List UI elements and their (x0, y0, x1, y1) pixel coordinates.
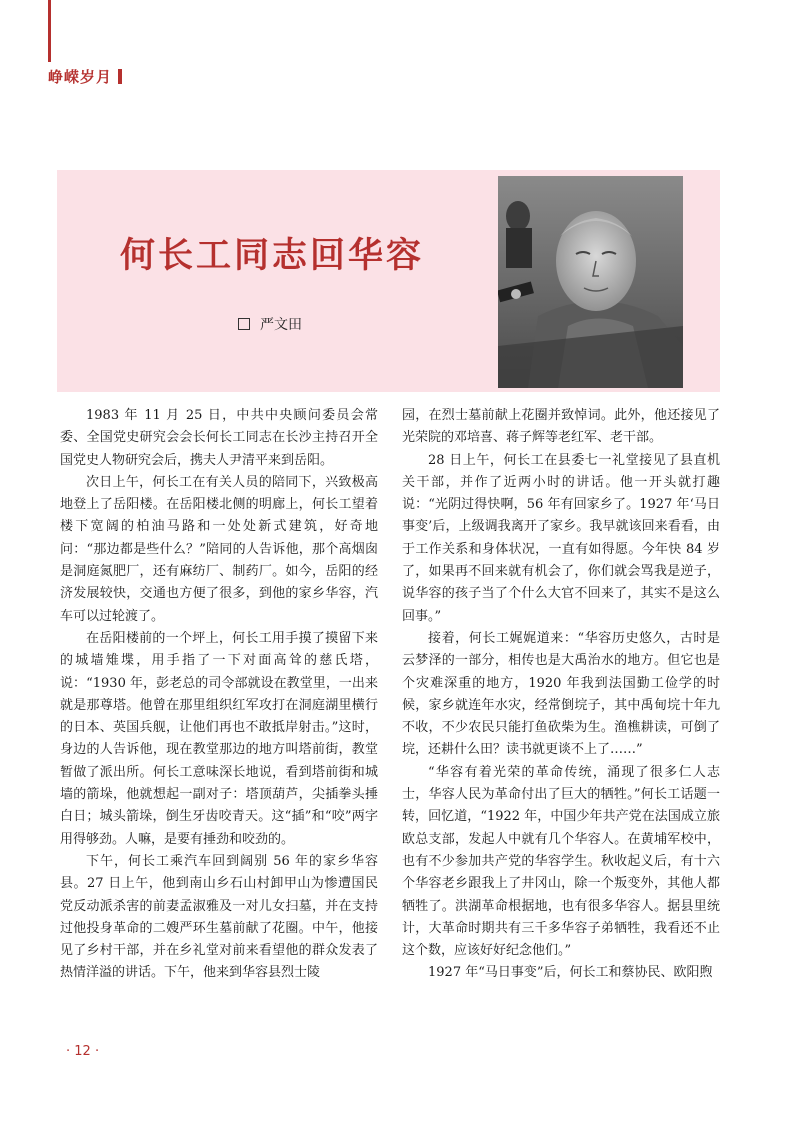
section-rule (48, 0, 51, 62)
paragraph-continuation: 园，在烈士墓前献上花圈并致悼词。此外，他还接见了光荣院的邓培喜、蒋子辉等老红军、老干部。 (402, 408, 720, 446)
byline-box-icon (238, 318, 250, 330)
author-name: 严文田 (260, 317, 302, 333)
paragraph: 1927 年“马日事变”后，何长工和蔡协民、欧阳煦 (428, 965, 713, 981)
paragraph: “华容有着光荣的革命传统，涌现了很多仁人志士，华容人民为革命付出了巨大的牺牲。”何长工话题一转，回忆道，“1922 年，中国少年共产党在法国成立旅欧总支部，发起人中就有几个华容人。在黄埔军校中，也有不少参加共产党的华容学生。秋收起义后，有十六个华容老乡跟我上了井冈山，除一个叛变外，其他人都牺牲了。洪湖革命根据地，也有很多华容人。据县里统计，大革命时期共有三千多华容子弟牺牲，我看还不止这个数，应该好好纪念他们。” (402, 764, 720, 959)
left-column (60, 405, 378, 985)
byline (238, 314, 302, 334)
article-body (60, 405, 740, 1037)
paragraph: 次日上午，何长工在有关人员的陪同下，兴致极高地登上了岳阳楼。在岳阳楼北侧的明廊上，何长工望着楼下宽阔的柏油马路和一处处新式建筑，好奇地问：“那边都是些什么？”陪同的人告诉他，那个高烟囱是洞庭氮肥厂，还有麻纺厂、制药厂。如今，岳阳的经济发展较快，交通也方便了很多，到他的家乡华容，汽车可以过轮渡了。 (60, 474, 378, 624)
section-label (48, 66, 122, 87)
paragraph: 接着，何长工娓娓道来：“华容历史悠久，古时是云梦泽的一部分，相传也是大禹治水的地方。但它也是个灾难深重的地方，1920 年我到法国勤工俭学的时候，家乡就连年水灾，经常倒垸子，其中禹甸垸十年九不收，不少农民只能打鱼砍柴为生。渔樵耕读，可倒了垸，还耕什么田？读书就更谈不上了……” (402, 630, 720, 758)
paragraph: 下午，何长工乘汽车回到阔别 56 年的家乡华容县。27 日上午，他到南山乡石山村卸甲山为惨遭国民党反动派杀害的前妻孟淑雅及一对儿女扫墓，并在支持过他投身革命的二嫂严环生墓前献了花圈。中午，他接见了乡村干部，并在乡礼堂对前来看望他的群众发表了热情洋溢的讲话。下午，他来到华容县烈士陵 (60, 853, 378, 981)
article-title: 何长工同志回华容 (120, 235, 425, 276)
portrait-photo-icon (498, 176, 683, 388)
paragraph: 1983 年 11 月 25 日，中共中央顾问委员会常委、全国党史研究会会长何长工同志在长沙主持召开全国党史人物研究会后，携夫人尹清平来到岳阳。 (60, 408, 378, 468)
paragraph: 在岳阳楼前的一个坪上，何长工用手摸了摸留下来的城墙雉堞，用手指了一下对面高耸的慈氏塔，说：“1930 年，彭老总的司令部就设在教堂里，一出来就是那尊塔。他曾在那里组织红军攻打在洞庭湖里横行的日本、英国兵舰，让他们再也不敢抵岸射击。”这时，身边的人告诉他，现在教堂那边的地方叫塔前街，教堂暂做了派出所。何长工意味深长地说，看到塔前街和城墙的箭垛，他就想起一副对子：塔顶葫芦，尖插拳头捶白日；城头箭垛，倒生牙齿咬青天。这“插”和“咬”两字用得够劲。人嘛，是要有捶劲和咬劲的。 (60, 630, 378, 847)
section-label-bar (118, 69, 122, 84)
section-label-text: 峥嵘岁月 (48, 68, 113, 86)
right-column (402, 405, 720, 985)
paragraph: 28 日上午，何长工在县委七一礼堂接见了县直机关干部，并作了近两小时的讲话。他一开头就打趣说：“光阴过得快啊，56 年有回家乡了。1927 年‘马日事变’后，上级调我离开了家乡。我早就该回来看看，由于工作关系和身体状况，一直有如得愿。今年快 84 岁了，如果再不回来就有机会了，你们就会骂我是逆子，说华容的孩子当了个什么大官不回来了，其实不是这么回事。” (402, 452, 720, 624)
page-number: · 12 · (66, 1044, 100, 1059)
